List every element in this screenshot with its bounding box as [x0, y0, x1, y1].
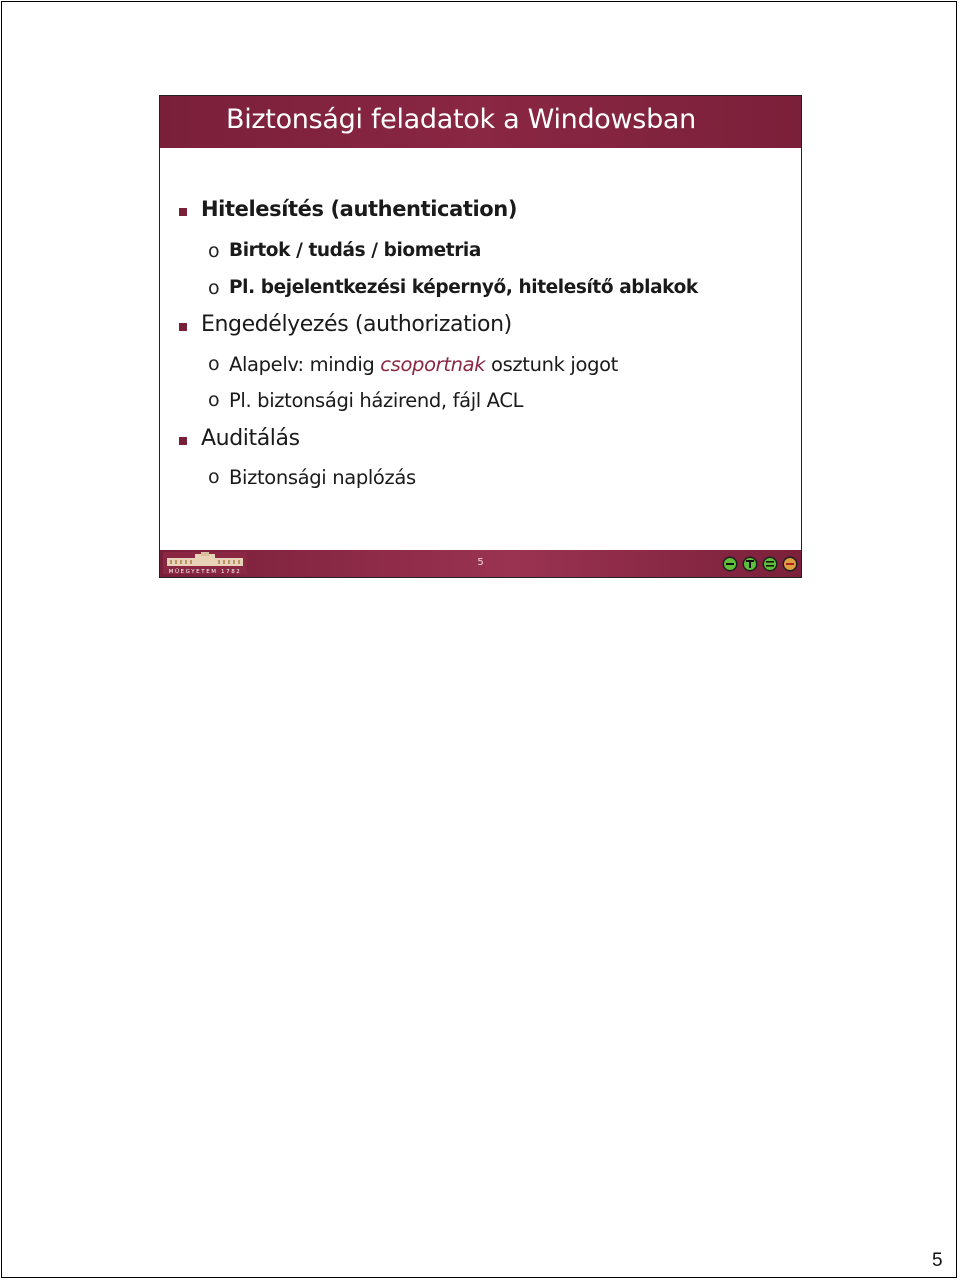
ftsrg-icon-1	[721, 555, 739, 573]
sub-bullet-text	[229, 353, 618, 376]
ftsrg-icon-4	[781, 555, 799, 573]
slide	[159, 95, 802, 578]
sub-bullet-text: Biztonsági naplózás	[229, 466, 416, 489]
page-number: 5	[932, 1250, 943, 1271]
sub-bullet-text: Pl. bejelentkezési képernyő, hitelesítő ablakok	[229, 277, 698, 298]
footer-icons	[721, 553, 799, 575]
footer-slide-number: 5	[477, 557, 484, 568]
footer-bar	[160, 550, 801, 577]
bullet-text: Engedélyezés (authorization)	[201, 312, 512, 337]
logo-caption: MŰEGYETEM 1782	[168, 569, 242, 574]
square-bullet-icon	[179, 323, 187, 331]
circle-bullet-icon: o	[208, 277, 220, 299]
ftsrg-icon-2	[741, 555, 759, 573]
circle-bullet-icon: o	[208, 389, 220, 411]
circle-bullet-icon: o	[208, 240, 220, 262]
slide-title: Biztonsági feladatok a Windowsban	[226, 104, 696, 135]
bullet-text: Hitelesítés (authentication)	[201, 197, 518, 221]
square-bullet-icon	[179, 208, 187, 216]
title-bar	[160, 96, 801, 148]
circle-bullet-icon: o	[208, 466, 220, 488]
sub-bullet-text: Pl. biztonsági házirend, fájl ACL	[229, 389, 524, 412]
emphasized-text: csoportnak	[380, 353, 486, 376]
circle-bullet-icon: o	[208, 353, 220, 375]
ftsrg-icon-3	[761, 555, 779, 573]
text-part: Alapelv: mindig	[229, 353, 381, 376]
text-part: osztunk jogot	[485, 353, 618, 376]
square-bullet-icon	[179, 437, 187, 445]
bullet-text: Auditálás	[201, 426, 300, 451]
sub-bullet-text: Birtok / tudás / biometria	[229, 240, 481, 261]
